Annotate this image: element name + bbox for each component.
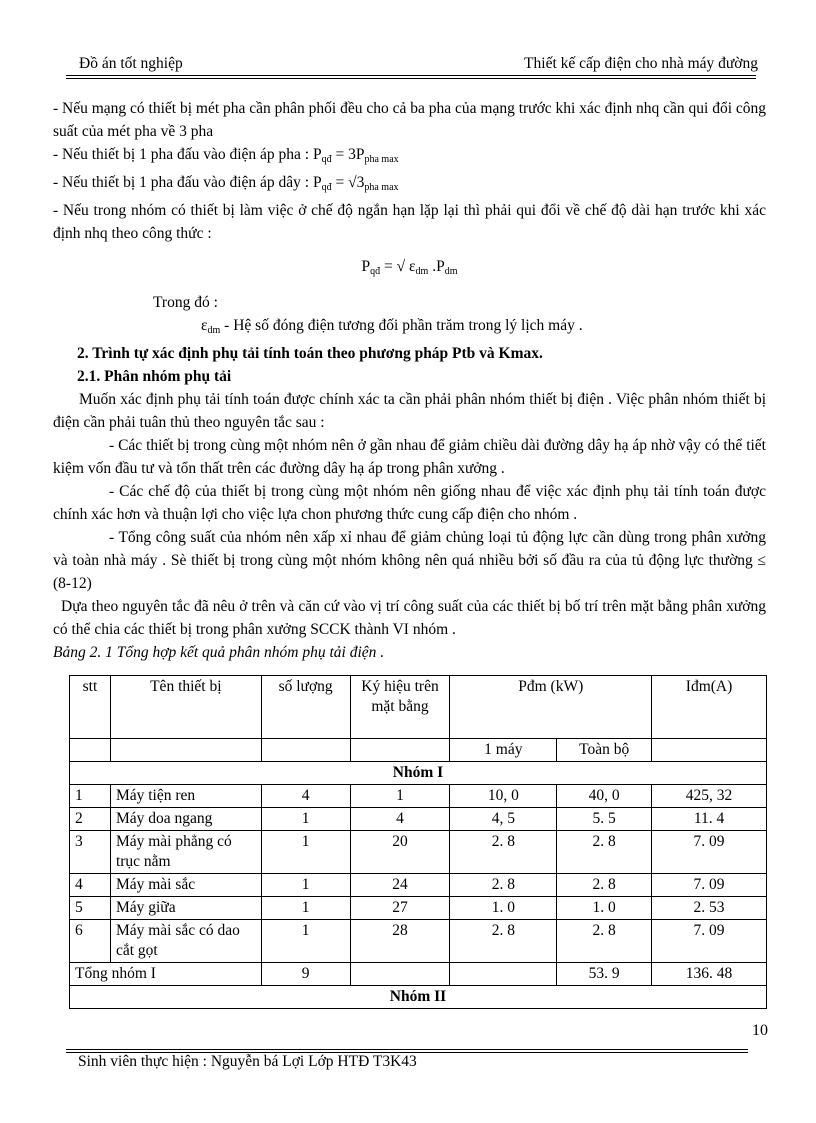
col-header-symbol: Ký hiệu trên mặt bằng <box>350 676 450 739</box>
header-rule-thin <box>66 78 756 79</box>
paragraph-phase-voltage: - Nếu thiết bị 1 pha đấu vào điện áp pha : $P_{qđ} = 3P_{pha max}$ <box>53 146 399 165</box>
paragraph-mono-phase: - Nếu mạng có thiết bị mét pha cần phân phối đều cho cả ba pha của mạng trước khi xác định nhq cần qui đổi công suất của mét pha về 3 pha <box>53 100 767 140</box>
header-left: Đồ án tốt nghiệp <box>79 55 183 72</box>
table-subheader-row <box>70 739 767 762</box>
where-label: Trong đó : <box>153 294 218 311</box>
col-header-stt: stt <box>70 676 111 739</box>
group-1-label: Nhóm I <box>70 762 767 785</box>
paragraph-rule-1: - Các thiết bị trong cùng một nhóm nên ở gần nhau để giảm chiều dài đường dây hạ áp nhờ vậy có thể tiết kiệm vốn đầu tư và tổn thất trên các đường dây hạ áp trong phân xưởng . <box>53 437 766 477</box>
col-header-name: Tên thiết bị <box>110 676 261 739</box>
group-row <box>70 986 767 1009</box>
col-header-one-machine: 1 máy <box>450 739 557 762</box>
paragraph-rule-2: - Các chế độ của thiết bị trong cùng một nhóm nên giống nhau để việc xác định phụ tải tính toán được chính xác hơn và thuận lợi cho việc lựa chon phương thức cung cấp điện cho nhóm . <box>53 483 766 523</box>
paragraph-rule-3: - Tổng công suất của nhóm nên xấp xỉ nhau để giảm chủng loại tủ động lực cần dùng trong phân xưởng và toàn nhà máy . Sè thiết bị trong cùng một nhóm không nên quá nhiều bởi số đầu ra của tủ động lực thường ≤ (8-12) <box>53 529 766 592</box>
col-header-pdm: Pđm (kW) <box>450 676 652 739</box>
formula: $P_{qđ}$ = √ $\varepsilon_{dm}$ $.P_{dm}$ <box>361 258 458 277</box>
table-header-row <box>70 676 767 739</box>
paragraph-conclusion: Dựa theo nguyên tắc đã nêu ở trên và căn cứ vào vị trí công suất của các thiết bị bố trí trên mặt bằng phân xưởng có thể chia các thiết bị trong phân xưởng SCCK thành VI nhóm . <box>53 598 766 638</box>
page-number: 10 <box>752 1022 768 1039</box>
col-header-qty: số lượng <box>261 676 350 739</box>
group-2-label: Nhóm II <box>70 986 767 1009</box>
header-rule <box>66 75 756 76</box>
table-row: 4 Máy mài sắc 1 24 2. 8 2. 8 7. 09 <box>70 874 767 897</box>
table-row: 3 Máy mài phẳng có trục nằm 1 20 2. 8 2. 8 7. 09 <box>70 831 767 874</box>
section-2-1-heading: 2.1. Phân nhóm phụ tải <box>77 368 232 385</box>
header-right: Thiết kế cấp điện cho nhà máy đường <box>524 55 758 72</box>
col-header-total: Toàn bộ <box>557 739 652 762</box>
col-header-idm: Iđm(A) <box>652 676 767 739</box>
table-row: 1 Máy tiện ren 4 1 10, 0 40, 0 425, 32 <box>70 785 767 808</box>
paragraph-line-voltage: - Nếu thiết bị 1 pha đấu vào điện áp dây : $P_{qđ} = √3_{pha max}$ <box>53 174 399 193</box>
group-row <box>70 762 767 785</box>
table-caption: Bảng 2. 1 Tổng hợp kết quả phân nhóm phụ tải điện . <box>53 644 385 661</box>
total-row: Tổng nhóm I 9 53. 9 136. 48 <box>70 963 767 986</box>
table-row: 6 Máy mài sắc có dao cắt gọt 1 28 2. 8 2. 8 7. 09 <box>70 920 767 963</box>
epsilon-definition: $\varepsilon_{dm}$ - Hệ số đóng điện tương đối phần trăm trong lý lịch máy . <box>201 317 583 336</box>
paragraph-short-term: - Nếu trong nhóm có thiết bị làm việc ở chế độ ngắn hạn lặp lại thì phải qui đổi về chế độ dài hạn trước khi xác định nhq theo công thức : <box>53 202 766 242</box>
document-body <box>53 97 766 664</box>
section-2-heading: 2. Trình tự xác định phụ tải tính toán theo phương pháp Ptb và Kmax. <box>77 345 543 362</box>
table-row: 5 Máy giữa 1 27 1. 0 1. 0 2. 53 <box>70 897 767 920</box>
load-group-table <box>69 675 767 1009</box>
paragraph-grouping-intro: Muốn xác định phụ tải tính toán được chính xác ta cần phải phân nhóm thiết bị điện . Việc phân nhóm thiết bị điện cần phải tuân thủ theo nguyên tắc sau : <box>53 391 766 431</box>
footer-rule <box>66 1049 748 1050</box>
table-row: 2 Máy doa ngang 1 4 4, 5 5. 5 11. 4 <box>70 808 767 831</box>
footer-text: Sinh viên thực hiện : Nguyễn bá Lợi Lớp HTĐ T3K43 <box>78 1053 417 1070</box>
